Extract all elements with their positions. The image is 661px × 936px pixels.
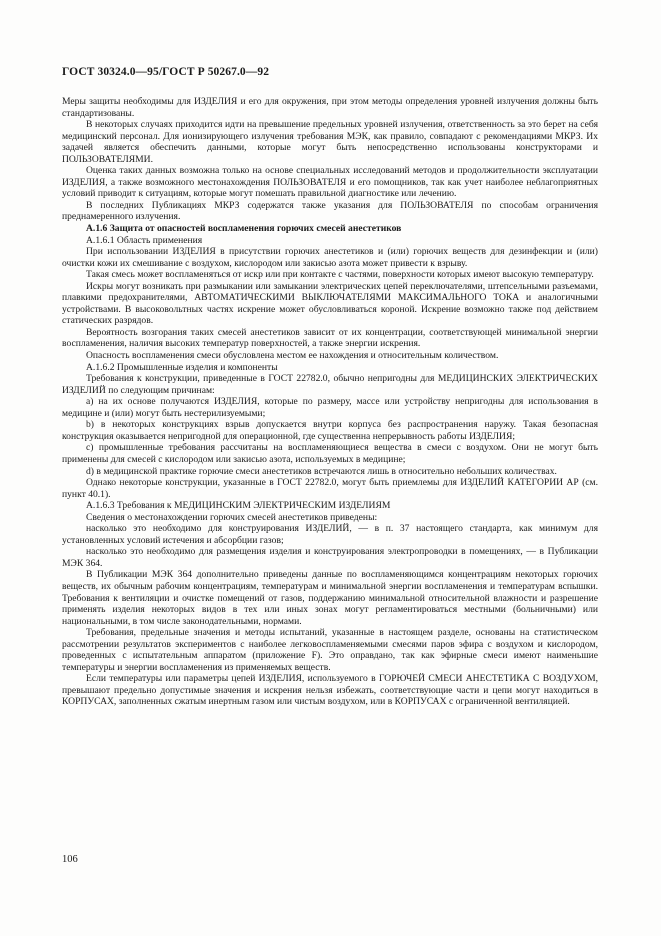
body-text xyxy=(62,96,598,708)
list-item: b) в некоторых конструкциях взрыв допускается внутри корпуса без распространения наружу. Такая безопасная конструкция оказывается непригодной для операционной, где существенна непрерывность работы ИЗДЕЛИЯ; xyxy=(62,419,598,442)
section-heading: А.1.6 Защита от опасностей воспламенения горючих смесей анестетиков xyxy=(86,223,402,235)
paragraph: насколько это необходимо для конструирования ИЗДЕЛИЙ, — в п. 37 настоящего стандарта, как минимум для установленных условий истечения и абсорбции газов; xyxy=(62,523,598,546)
paragraph: Меры защиты необходимы для ИЗДЕЛИЯ и его для окружения, при этом методы определения уровней излучения должны быть стандартизованы. xyxy=(62,96,598,119)
page-number: 106 xyxy=(62,854,78,865)
paragraph: насколько это необходимо для размещения изделия и конструирования электропроводки в помещениях, — в Публикации МЭК 364. xyxy=(62,546,598,569)
paragraph: В последних Публикациях МКРЗ содержатся также указания для ПОЛЬЗОВАТЕЛЯ по способам ограничения преднамеренного излучения. xyxy=(62,199,598,223)
list-item: а) на их основе получаются ИЗДЕЛИЯ, которые по размеру, массе или устройству непригодны для использования в медицине и (или) могут быть нестерилизуемыми; xyxy=(62,396,598,419)
paragraph: Искры могут возникать при размыкании или замыкании электрических цепей переключателями, штепсельными разъемами, плавкими предохранителями, АВТОМАТИЧЕСКИМИ ВЫКЛЮЧАТЕЛЯМИ МАКСИМАЛЬНОГО ТОКА и аналогичными устройствами. В высоковольтных частях искрение может обусловливаться короной. Искрение возможно также под действием статических разрядов. xyxy=(62,280,598,327)
paragraph: В Публикации МЭК 364 дополнительно приведены данные по воспламеняющимся концентрациям некоторых горючих веществ, их обычным рабочим концентрациям, температурам и минимальной энергии воспламенения и температурам вспышки. Требования к вентиляции и очистке помещений от газов, поддержанию минимальной относительной влажности и разрешение применять изделия некоторых видов в тех или иных зонах могут регламентироваться местными (больничными) или национальными, в том числе законодательными, нормами. xyxy=(62,569,598,627)
paragraph: Вероятность возгорания таких смесей анестетиков зависит от их концентрации, соответствующей минимальной энергии воспламенения, наличия высоких температур поверхностей, а также энергии искрения. xyxy=(62,326,598,350)
paragraph: Требования к конструкции, приведенные в ГОСТ 22782.0, обычно непригодны для МЕДИЦИНСКИХ ЭЛЕКТРИЧЕСКИХ ИЗДЕЛИЙ по следующим причинам: xyxy=(62,373,598,396)
paragraph: Однако некоторые конструкции, указанные в ГОСТ 22782.0, могут быть приемлемы для ИЗДЕЛИЙ КАТЕГОРИИ АР (см. пункт 40.1). xyxy=(62,477,598,500)
standard-header: ГОСТ 30324.0—95/ГОСТ Р 50267.0—92 xyxy=(62,66,270,78)
paragraph: Требования, предельные значения и методы испытаний, указанные в настоящем разделе, основаны на статистическом рассмотрении результатов экспериментов с наиболее легковоспламеняемыми смесями паров эфира с воздухом и кислородом, проведенных с испытательным аппаратом (приложение F). Это оправдано, так как эфирные смеси имеют наименьшие температуры и энергии воспламенения из применяемых веществ. xyxy=(62,627,598,673)
paragraph: Такая смесь может воспламеняться от искр или при контакте с частями, поверхности которых имеют высокую температуру. xyxy=(86,269,594,281)
subsection-heading: А.1.6.2 Промышленные изделия и компоненты xyxy=(86,361,278,373)
paragraph: Если температуры или параметры цепей ИЗДЕЛИЯ, используемого в ГОРЮЧЕЙ СМЕСИ АНЕСТЕТИКА С ВОЗДУХОМ, превышают предельно допустимые значения и искрения нельзя избежать, соответствующие части и цепи могут находиться в КОРПУСАХ, заполненных сжатым инертным газом или чистым воздухом, или в КОРПУСАХ с ограниченной вентиляцией. xyxy=(62,673,598,708)
paragraph: Опасность воспламенения смеси обусловлена местом ее нахождения и относительным количеством. xyxy=(86,350,499,362)
paragraph: При использовании ИЗДЕЛИЯ в присутствии горючих анестетиков и (или) горючих веществ для дезинфекции и (или) очистки кожи их смешивание с воздухом, кислородом или закисью азота может привести к взрыву. xyxy=(62,246,598,269)
subsection-heading: А.1.6.3 Требования к МЕДИЦИНСКИМ ЭЛЕКТРИЧЕСКИМ ИЗДЕЛИЯМ xyxy=(86,500,391,512)
subsection-heading: А.1.6.1 Область применения xyxy=(86,234,203,246)
paragraph: В некоторых случаях приходится идти на превышение предельных уровней излучения, ответственность за это берет на себя медицинский персонал. Для ионизирующего излучения требования МЭК, как правило, совпадают с рекомендациями МКРЗ. Их задачей является обеспечить данными, которые могут быть непосредственно использованы конструкторами и ПОЛЬЗОВАТЕЛЯМИ. xyxy=(62,119,598,165)
paragraph: Оценка таких данных возможна только на основе специальных исследований методов и продолжительности эксплуатации ИЗДЕЛИЯ, а также возможного местонахождения ПОЛЬЗОВАТЕЛЯ и его помощников, так как учет наиболее неблагоприятных условий приводит к ситуациям, которые могут помешать правильной диагностике или лечению. xyxy=(62,165,598,200)
list-item: с) промышленные требования рассчитаны на воспламеняющиеся вещества в смеси с воздухом. Они не могут быть применены для смесей с кислородом или закисью азота, используемых в медицине; xyxy=(62,442,598,465)
list-item: d) в медицинской практике горючие смеси анестетиков встречаются лишь в относительно небольших количествах. xyxy=(86,465,557,477)
paragraph: Сведения о местонахождении горючих смесей анестетиков приведены: xyxy=(86,511,378,523)
